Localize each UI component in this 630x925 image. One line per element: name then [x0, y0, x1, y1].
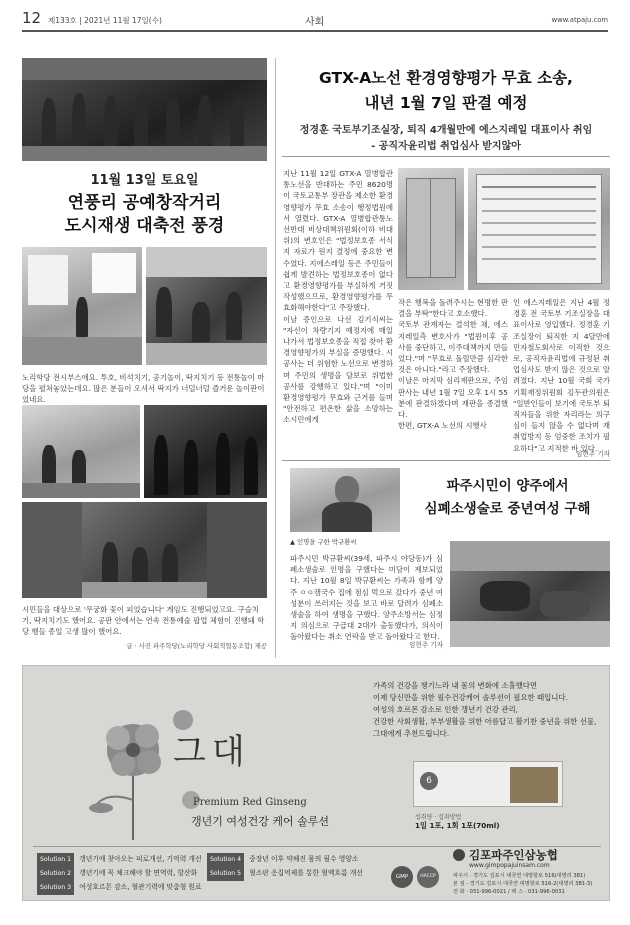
gtx-subheadline-line1: 정경훈 국토부기조실장, 퇴직 4개월만에 에스지레일 대표이사 취임	[299, 125, 593, 136]
ad-intro-line4: 건강한 사회생활, 부부생활을 위한 아름답고 활기찬 중년을 위한 선물,	[373, 717, 597, 726]
cpr-portrait-photo	[290, 468, 400, 532]
solution-tag: Solution 3	[37, 881, 74, 895]
ginseng-ad[interactable]	[22, 665, 610, 901]
festival-title-line2: 도시재생 대축전 풍경	[64, 216, 225, 236]
contact-line-1: 파주시 · 경기도 김포시 대곶면 대명항로 516(대명리 381)	[453, 873, 586, 879]
company-logo-icon	[453, 849, 465, 861]
festival-caption-2: 시민들을 대상으로 '무궁화 꽃이 피었습니다' 게임도 진행되었고요. 구슬치기, 딱지치기도 했어요. 공판 안에서는 연속 전통예술 팝업 체험이 진행돼 학당 행들 종일 고생 많이 했어요.	[22, 605, 265, 636]
solution-text: 중장년 이후 약해진 몸의 필수 영양소	[249, 855, 359, 863]
festival-ceremony-photo	[22, 58, 267, 161]
cpr-scene-photo	[450, 541, 610, 647]
solution-text: 혈소판 응집억제를 통한 혈액흐름 개선	[249, 869, 363, 877]
solution-tag: Solution 5	[207, 867, 244, 881]
haccp-badge: HACCP	[417, 866, 439, 888]
contact-line-3: 전 화 · 031-996-0021 / 팩 스 · 031-996-0031	[453, 889, 565, 895]
festival-title-line1: 연풍리 공예창작거리	[67, 193, 222, 213]
gtx-headline-line1: GTX-A노선 환경영향평가 무효 소송,	[319, 69, 573, 87]
column-divider	[275, 58, 276, 658]
ad-intro-line5: 그대에게 추천드립니다.	[373, 729, 450, 738]
gtx-reporter: 임현주 기자	[576, 450, 610, 458]
ad-intro-line2: 이제 당신만을 위한 필수건강케어 솔루션이 필요한 때입니다.	[373, 693, 568, 702]
solution-row-2	[37, 867, 202, 881]
dose-value: 1일 1포, 1회 1포(70ml)	[415, 821, 500, 830]
solution-row-5	[207, 867, 363, 881]
solution-row-3	[37, 881, 202, 895]
festival-photo-market	[22, 247, 142, 365]
cpr-reporter: 임현주 기자	[409, 641, 443, 649]
cpr-body: 파주시민 박규환씨(39세, 파주시 야당동)가 심폐소생술로 인명을 구했다는 미담이 제보되었다. 지난 10월 8일 박규환씨는 가족과 함께 양주 ㅇㅇ캠국수 집에 점심 먹으로 갔다가 중년 여성분이 쓰러지는 것을 보고 바로 달려가 심폐소생술을 하여 생명을 구했다. 양주소방서는 심정지 의심으로 구급대 2대가 출동했다가, 의식이 돌아왔다는 취소 연락을 받고 돌아왔다고 한다.	[290, 554, 443, 642]
festival-date: 11월 13일 토요일	[90, 173, 199, 188]
product-box-badge: 6	[420, 772, 438, 790]
gtx-body-col1: 지난 11월 12일 GTX-A 열병합관통노선을 반대하는 주민 8620명이 국토교통부 장관을 제소한 환경영향평가 무효 소송이 행정법원에서 열렸다. GTX-A 열병합관통노선반대 비상대책위원회(이하 비대위)의 변호인은 "법정보호종 서식지 자료가 원지 결정에 중요한 변수였다. 지에스레일 등은 주민들이 쉽게 발견하는 법정보호종이 없다고 환경영향평가를 부실하게 거짓 작성했으므로, 환경영향평가를 무효화해야한다"고 주장했다. 이날 증인으로 나선 김기식씨는 "자신이 차량기지 예정지에 매일 나가서 법정보호종을 직접 찾아 환경영향평가의 부실을 증명했다. 시공사는 더 위험한 노선으로 변경하며 주민의 생명을 담보로 위법한 공사를 강행하고 있다."며 "이미 환경영향평가 무효와 근거를 들며 "안전하고 편온한 삶을 소망하는 소시민에게	[283, 169, 393, 425]
cpr-photo-caption: ▲ 인명을 구한 박규환씨	[290, 538, 357, 546]
page-header	[22, 6, 608, 32]
website-link[interactable]: www.atpaju.com	[551, 16, 608, 24]
section-name: 사회	[305, 17, 325, 28]
gtx-body-col2: 작은 행복을 돌려주시는 현명한 판결을 부탁"한다고 호소했다. 국토부 관계자는 결석한 채, 에스지레일측 변호사가 "법원이후 공사를 중단하고, 이주대책까지 만들었다."며 "무효로 돌릴만큼 심각한 것은 아니다."라고 주장했다. 이날은 마지막 심리재판으로, 주임판사는 내년 1월 7일 오후 1시 55분에 판결하겠다며 재판을 종결했다. 한편, GTX-A 노선의 시행사	[398, 298, 508, 431]
gtx-subheadline-line2: - 공직자윤리법 취업심사 받지않아	[371, 141, 521, 152]
ad-intro-text	[373, 680, 603, 740]
gtx-cpr-divider	[282, 460, 610, 461]
solution-text: 갱년기에 꼭 체크해야 할 면역력, 항산화	[79, 869, 198, 877]
festival-caption-1: 노리학당 전시부스에요. 투호, 비석치기, 공기놀이, 딱지치기 등 전통놀이 마당을 펼쳐놓았는데요. 많은 분들이 오셔서 딱지가 너덜너덜 즐거운 놀이판이었네요.	[22, 373, 265, 404]
gtx-notice-board-photo	[468, 168, 610, 290]
festival-credit: 글 · 사진 파주학당(노리학당 사회적협동조합) 제공	[126, 642, 267, 650]
solutions-left	[37, 853, 202, 895]
gmp-badge: GMP	[391, 866, 413, 888]
solution-tag: Solution 2	[37, 867, 74, 881]
ad-product-en: Premium Red Ginseng	[193, 797, 307, 808]
issue-info: 제133호 | 2021년 11월 17일(수)	[48, 16, 162, 25]
gtx-body-col3: 인 에스지레일은 지난 4월 정경훈 전 국토부 기조실장을 대표이사로 영입했다. 정경훈 기조실장이 퇴직한 지 4달만에 민자철도회사로 이직한 것으로, 공직자윤리법에 규정된 취업심사도 받지 않은 것으로 알려졌다. 지난 10월 국회 국가기획재정위원회 김두관의원은 "일반인들이 보기에 국토부 퇴직자들을 위한 자리라는 의구심이 들지 않을 수 없다며 재취업방지 등 엄중한 조치가 필요하다"고 지적한 바 있다.	[513, 298, 610, 453]
festival-photo-kids	[22, 405, 140, 498]
solution-tag: Solution 4	[207, 853, 244, 867]
solution-row-4	[207, 853, 363, 867]
cpr-headline-line2: 심폐소생술로 중년여성 구해	[424, 501, 591, 517]
cpr-headline-line1: 파주시민이 양주에서	[446, 478, 569, 494]
ad-product-ko: 갱년기 여성건강 케어 솔루션	[191, 815, 330, 828]
company-url[interactable]: www.gimpopajuinsam.com	[469, 862, 550, 869]
dose-label: 섭취량 · 섭취방법	[415, 814, 462, 821]
solution-row-1	[37, 853, 202, 867]
gtx-elevator-photo	[398, 168, 464, 290]
ad-intro-line3: 여성의 호르몬 감소로 인한 갱년기 건강 관리,	[373, 705, 518, 714]
solution-text: 여성호르몬 감소, 혈관기력에 맞춤형 원료	[79, 883, 202, 891]
solutions-right	[207, 853, 363, 881]
solution-tag: Solution 1	[37, 853, 74, 867]
gtx-divider	[282, 156, 610, 157]
ad-intro-line1: 가족의 건강을 챙기느라 내 몸의 변화에 소홀했다면	[373, 681, 538, 690]
solution-text: 갱년기에 찾아오는 피로개선, 기억력 개선	[79, 855, 202, 863]
product-box-image	[413, 761, 563, 807]
page-number: 12	[22, 9, 42, 27]
festival-photo-game	[146, 247, 267, 365]
company-contact	[453, 872, 608, 896]
company-name: 김포파주인삼농협	[469, 848, 558, 862]
gtx-headline-line2: 내년 1월 7일 판결 예정	[364, 94, 528, 112]
ad-brand-logo: 그대	[173, 732, 251, 772]
festival-photo-crowd	[144, 405, 267, 498]
contact-line-2: 본 점 · 경기도 김포시 대곶면 대명항로 516-2(대명리 381-3)	[453, 881, 593, 887]
festival-photo-hanok	[22, 502, 267, 598]
